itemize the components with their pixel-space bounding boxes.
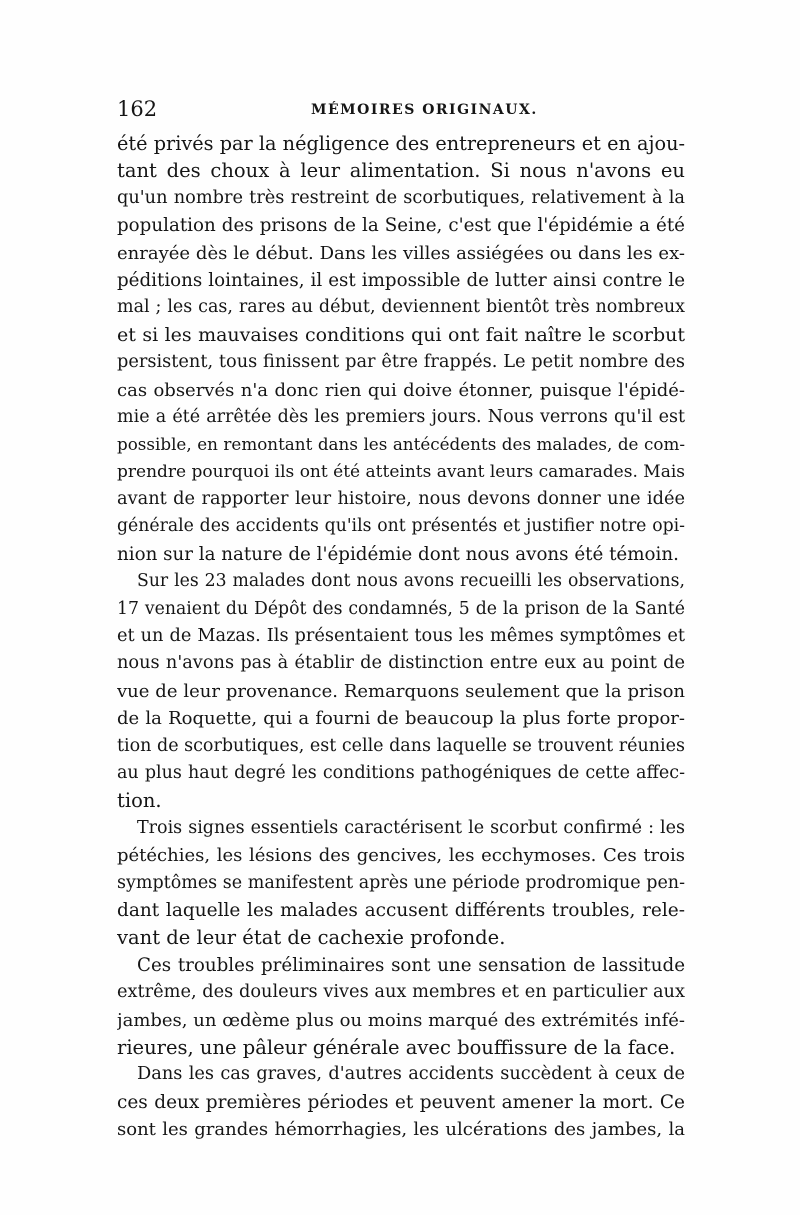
text-line: pétéchies, les lésions des gencives, les ecchymoses. Ces trois xyxy=(117,845,685,867)
page-header xyxy=(117,96,687,122)
text-line: vant de leur état de cachexie profonde. xyxy=(117,926,506,950)
text-line: tion. xyxy=(117,789,162,813)
text-line: dant laquelle les malades accusent différents troubles, rele- xyxy=(117,899,685,921)
paragraph xyxy=(117,568,685,815)
text-line: 17 venaient du Dépôt des condamnés, 5 de la prison de la Santé xyxy=(117,598,685,619)
text-line: Trois signes essentiels caractérisent le scorbut confirmé : les xyxy=(137,817,685,838)
text-line: Dans les cas graves, d'autres accidents succèdent à ceux de xyxy=(137,1064,685,1085)
text-line: symptômes se manifestent après une période prodromique pen- xyxy=(117,872,685,893)
text-line: avant de rapporter leur histoire, nous devons donner une idée xyxy=(117,489,685,510)
text-line: et si les mauvaises conditions qui ont fait naître le scorbut xyxy=(117,323,685,346)
text-line: péditions lointaines, il est impossible de lutter ainsi contre le xyxy=(117,269,685,291)
text-line: possible, en remontant dans les antécédents des malades, de com- xyxy=(117,434,685,455)
text-line: de la Roquette, qui a fourni de beaucoup la plus forte propor- xyxy=(117,708,685,730)
text-line: prendre pourquoi ils ont été atteints avant leurs camarades. Mais xyxy=(117,461,685,482)
text-line: vue de leur provenance. Remarquons seulement que la prison xyxy=(117,680,685,702)
paragraph xyxy=(117,952,685,1062)
text-line: persistent, tous finissent par être frappés. Le petit nombre des xyxy=(117,352,685,373)
running-title: MÉMOIRES ORIGINAUX. xyxy=(311,102,538,118)
text-line: et un de Mazas. Ils présentaient tous les mêmes symptômes et xyxy=(117,626,685,647)
text-line: mie a été arrêtée dès les premiers jours. Nous verrons qu'il est xyxy=(117,406,685,427)
text-line: extrême, des douleurs vives aux membres et en particulier aux xyxy=(117,982,685,1003)
text-line: ces deux premières périodes et peuvent amener la mort. Ce xyxy=(117,1091,685,1113)
paragraph xyxy=(117,815,685,952)
text-line: nion sur la nature de l'épidémie dont nous avons été témoin. xyxy=(117,543,679,565)
text-line: tion de scorbutiques, est celle dans laquelle se trouvent réunies xyxy=(117,735,685,756)
page-number: 162 xyxy=(117,97,158,121)
text-line: été privés par la négligence des entrepreneurs et en ajou- xyxy=(117,132,685,155)
text-line: nous n'avons pas à établir de distinction entre eux au point de xyxy=(117,653,685,674)
text-line: Sur les 23 malades dont nous avons recueilli les observations, xyxy=(137,571,685,592)
text-line: enrayée dès le début. Dans les villes assiégées ou dans les ex- xyxy=(117,242,685,264)
text-line: population des prisons de la Seine, c'est que l'épidémie a été xyxy=(117,215,685,237)
paragraph xyxy=(117,130,685,568)
text-line: au plus haut degré les conditions pathogéniques de cette affec- xyxy=(117,762,685,783)
text-line: cas observés n'a donc rien qui doive étonner, puisque l'épidé- xyxy=(117,379,685,401)
text-line: générale des accidents qu'ils ont présentés et justifier notre opi- xyxy=(117,516,685,537)
text-line: tant des choux à leur alimentation. Si nous n'avons eu xyxy=(117,159,685,183)
body-text xyxy=(117,130,685,1143)
text-line: jambes, un œdème plus ou moins marqué des extrémités infé- xyxy=(117,1009,685,1031)
text-line: rieures, une pâleur générale avec bouffissure de la face. xyxy=(117,1035,676,1059)
text-line: mal ; les cas, rares au début, deviennent bientôt très nombreux xyxy=(117,297,685,318)
text-line: Ces troubles préliminaires sont une sensation de lassitude xyxy=(137,954,685,976)
text-line: sont les grandes hémorrhagies, les ulcérations des jambes, la xyxy=(117,1119,685,1141)
paragraph xyxy=(117,1061,685,1143)
text-line: qu'un nombre très restreint de scorbutiques, relativement à la xyxy=(117,187,685,208)
